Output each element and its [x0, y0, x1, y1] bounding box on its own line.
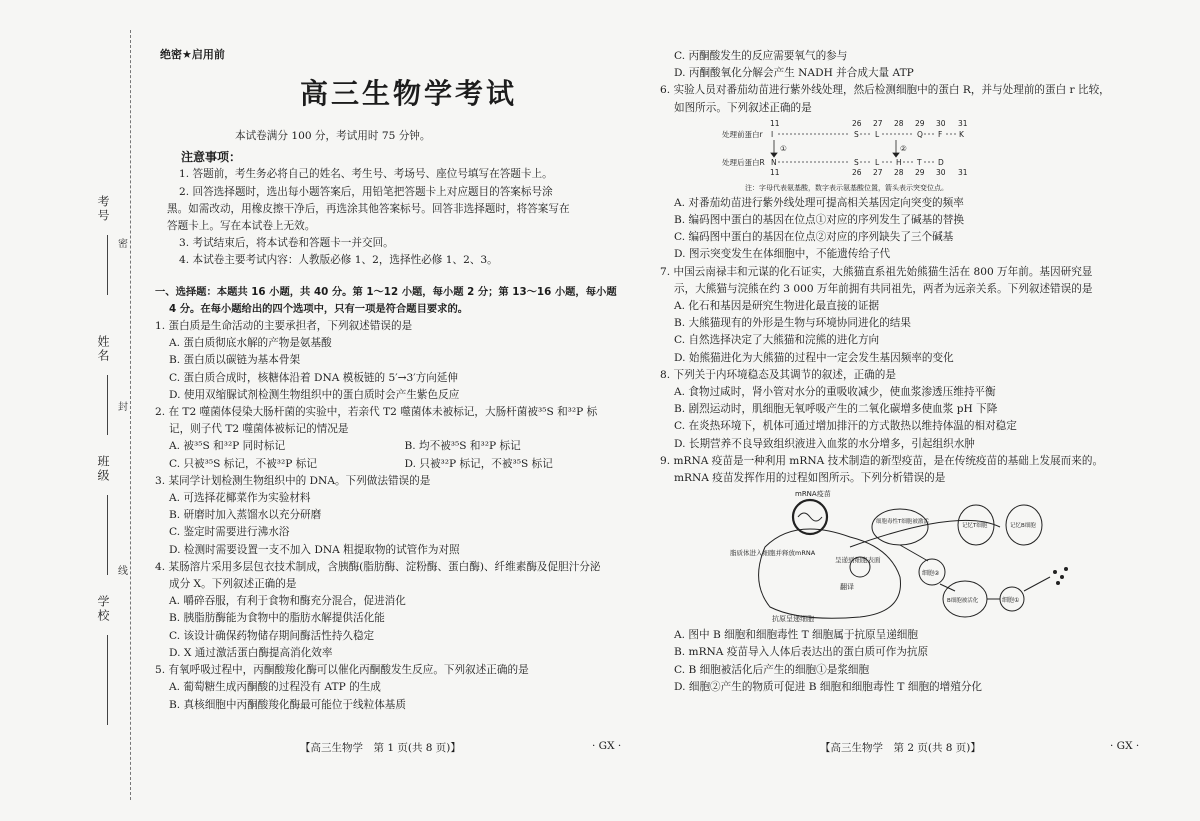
pathway-arrow [940, 584, 955, 591]
mutation-arrows [771, 140, 899, 157]
question-stem: 2. 在 T2 噬菌体侵染大肠杆菌的实验中，若亲代 T2 噬菌体未被标记，大肠杆菌被³⁵S 和³²P 标 [155, 406, 598, 419]
amino-acid-label: N [771, 157, 777, 167]
notice-line: 4. 本试卷主要考试内容：人教版必修 1、2，选择性必修 1、2、3。 [179, 254, 498, 267]
figure-pos-label: 11 [770, 167, 780, 177]
figure-pos-label: 29 [915, 167, 925, 177]
answer-option: B. 研磨时加入蒸馏水以充分研磨 [169, 509, 322, 522]
binding-line [107, 635, 108, 725]
question-stem: 6. 实验人员对番茄幼苗进行紫外线处理，然后检测细胞中的蛋白 R，并与处理前的蛋白 r 比较， [660, 84, 1110, 97]
notice-heading: 注意事项： [181, 150, 242, 165]
binding-label-id: 考号 [96, 195, 110, 223]
answer-option: A. 嚼碎吞服，有利于食物和酶充分混合，促进消化 [169, 595, 406, 608]
answer-option: B. 大熊猫现有的外形是生物与环境协同进化的结果 [674, 317, 911, 330]
binding-line [107, 375, 108, 435]
mutation-site-1: ① [780, 143, 787, 153]
antigen-presenting-cell [759, 529, 901, 618]
binding-line [107, 235, 108, 295]
figure-pos-label: 28 [894, 118, 904, 128]
amino-acid-label: S [854, 157, 859, 167]
amino-acid-label: Q [917, 129, 923, 139]
answer-option: D. 细胞②产生的物质可促进 B 细胞和细胞毒性 T 细胞的增殖分化 [674, 680, 983, 693]
amino-acid-label: L [875, 157, 880, 167]
answer-option: A. 化石和基因是研究生物进化最直接的证据 [674, 300, 880, 313]
seal-mark: 封 [118, 402, 128, 413]
section-heading: 4 分。在每小题给出的四个选项中，只有一项是符合题目要求的。 [169, 302, 469, 315]
question-stem: 如图所示。下列叙述正确的是 [674, 101, 812, 114]
amino-acid-label: F [938, 129, 943, 139]
answer-option: D. 长期营养不良导致组织液进入血浆的水分增多，引起组织水肿 [674, 437, 975, 450]
answer-option: A. 葡萄糖生成丙酮酸的过程没有 ATP 的生成 [169, 681, 381, 694]
figure-label: 细胞② [922, 570, 940, 578]
answer-option: C. 自然选择决定了大熊猫和浣熊的进化方向 [674, 334, 880, 347]
page-code: · GX · [1110, 740, 1140, 752]
figure-pos-label: 31 [958, 167, 968, 177]
pathway-arrow [900, 545, 928, 561]
question-stem: 7. 中国云南禄丰和元谋的化石证实，大熊猫直系祖先始熊猫生活在 800 万年前。基因研究显 [660, 265, 1093, 278]
mutation-site-2: ② [900, 143, 907, 153]
question-stem: 记，则子代 T2 噬菌体被标记的情况是 [169, 423, 349, 436]
figure-pos-label: 30 [936, 167, 946, 177]
amino-acid-label: I [771, 129, 774, 139]
binding-label-name: 姓名 [96, 335, 110, 363]
figure-pos-label: 30 [936, 118, 946, 128]
answer-option: B. 胰脂肪酶能为食物中的脂肪水解提供活化能 [169, 612, 385, 625]
question-stem: 5. 有氧呼吸过程中，丙酮酸羧化酶可以催化丙酮酸发生反应。下列叙述正确的是 [155, 664, 529, 677]
binding-margin [0, 0, 135, 821]
figure-label: 呈递到细胞表面 [835, 556, 881, 565]
figure-label: 脂质体进入细胞并释放mRNA [730, 549, 816, 558]
antibody-icons [1053, 567, 1068, 585]
notice-line: 3. 考试结束后，将本试卷和答题卡一并交回。 [179, 237, 394, 250]
answer-option: B. 真核细胞中丙酮酸羧化酶最可能位于线粒体基质 [169, 698, 406, 711]
figure-label: mRNA疫苗 [795, 490, 831, 499]
seal-mark: 线 [118, 566, 128, 577]
protein-mutation-figure [660, 117, 1150, 195]
answer-option: C. 该设计确保药物储存期间酶活性持久稳定 [169, 629, 375, 642]
answer-option: C. 丙酮酸发生的反应需要氧气的参与 [674, 50, 848, 62]
answer-option: C. B 细胞被活化后产生的细胞①是浆细胞 [674, 663, 870, 676]
figure-pos-label: 11 [770, 118, 780, 128]
question-stem: mRNA 疫苗发挥作用的过程如图所示。下列分析错误的是 [674, 472, 946, 485]
figure-row-label: 处理前蛋白r [722, 129, 763, 139]
answer-option: D. 只被³²P 标记，不被³⁵S 标记 [404, 457, 553, 470]
figure-note: 注：字母代表氨基酸，数字表示氨基酸位置，箭头表示突变位点。 [745, 183, 948, 192]
notice-line: 1. 答题前，考生务必将自己的姓名、考生号、考场号、座位号填写在答题卡上。 [179, 168, 553, 181]
answer-option: A. 可选择花椰菜作为实验材料 [169, 492, 311, 505]
figure-label: 抗原呈递细胞 [772, 615, 814, 624]
notice-line: 黑。如需改动，用橡皮擦干净后，再选涂其他答案标号。回答非选择题时，将答案写在 [167, 202, 570, 215]
notice-line: 2. 回答选择题时，选出每小题答案后，用铅笔把答题卡上对应题目的答案标号涂 [179, 185, 553, 198]
question-stem: 3. 某同学计划检测生物组织中的 DNA。下列做法错误的是 [155, 474, 431, 487]
answer-option: A. 食物过咸时，肾小管对水分的重吸收减少，使血浆渗透压维持平衡 [674, 386, 996, 399]
mrna-vaccine-figure [660, 487, 1150, 627]
right-column [660, 48, 1150, 696]
amino-acid-label: L [875, 129, 880, 139]
answer-option: D. 丙酮酸氧化分解会产生 NADH 并合成大量 ATP [674, 67, 914, 80]
figure-pos-label: 27 [873, 118, 883, 128]
amino-acid-label: D [938, 157, 944, 167]
mrna-strand-icon [798, 513, 822, 521]
answer-option: D. 使用双缩脲试剂检测生物组织中的蛋白质时会产生紫色反应 [169, 388, 460, 401]
answer-option: C. 在炎热环境下，机体可通过增加排汗的方式散热以维持体温的相对稳定 [674, 420, 1017, 433]
section-heading: 一、选择题：本题共 16 小题，共 40 分。第 1～12 小题，每小题 2 分；第 13～16 小题，每小题 [155, 285, 617, 298]
figure-pos-label: 26 [852, 167, 862, 177]
question-stem: 9. mRNA 疫苗是一种利用 mRNA 技术制造的新型疫苗，是在传统疫苗的基础上发展而来的。 [660, 454, 1104, 467]
amino-acid-label: T [917, 157, 922, 167]
answer-option: D. 图示突变发生在体细胞中，不能遗传给子代 [674, 248, 891, 261]
exam-title: 高三生物学考试 [300, 77, 518, 110]
answer-option-row [155, 456, 640, 473]
confidential-tag: 绝密★启用前 [160, 48, 225, 61]
answer-option-row [155, 438, 640, 455]
amino-acid-label: K [959, 129, 964, 139]
answer-option: B. 编码图中蛋白的基因在位点①对应的序列发生了碱基的替换 [674, 214, 964, 227]
binding-label-school: 学校 [96, 595, 110, 623]
notice-line: 答题卡上。写在本试卷上无效。 [167, 220, 316, 233]
figure-label: 记忆B细胞 [1010, 523, 1036, 530]
binding-line [107, 495, 108, 575]
figure-row-label: 处理后蛋白R [722, 157, 765, 167]
sequence-lines [778, 134, 957, 162]
answer-option: C. 鉴定时需要进行沸水浴 [169, 526, 290, 539]
figure-pos-label: 28 [894, 167, 904, 177]
question-stem: 1. 蛋白质是生命活动的主要承担者，下列叙述错误的是 [155, 320, 413, 333]
answer-option: D. 检测时需要设置一支不加入 DNA 粗提取物的试管作为对照 [169, 543, 460, 556]
answer-option: B. 剧烈运动时，肌细胞无氧呼吸产生的二氧化碳增多使血浆 pH 下降 [674, 403, 998, 416]
figure-label: 细胞① [1002, 597, 1020, 605]
binding-label-class: 班级 [96, 455, 110, 483]
pathway-arrow [1024, 577, 1050, 591]
figure-label: 记忆T细胞 [962, 523, 988, 530]
answer-option: D. X 通过激活蛋白酶提高消化效率 [169, 646, 333, 659]
question-stem: 示，大熊猫与浣熊在约 3 000 万年前拥有共同祖先，两者为远亲关系。下列叙述错误的是 [674, 282, 1093, 295]
figure-label: 翻译 [840, 583, 854, 592]
figure-pos-label: 26 [852, 118, 862, 128]
answer-option: B. mRNA 疫苗导入人体后表达出的蛋白质可作为抗原 [674, 646, 929, 659]
figure-pos-label: 31 [958, 118, 968, 128]
answer-option: B. 均不被³⁵S 和³²P 标记 [404, 440, 521, 453]
question-stem: 成分 X。下列叙述正确的是 [169, 578, 297, 591]
answer-option: C. 蛋白质合成时，核糖体沿着 DNA 模板链的 5′→3′方向延伸 [169, 371, 459, 384]
amino-acid-label: S [854, 129, 859, 139]
exam-intro: 本试卷满分 100 分，考试用时 75 分钟。 [235, 130, 431, 142]
answer-option: A. 蛋白质彻底水解的产物是氨基酸 [169, 337, 332, 350]
answer-option: B. 蛋白质以碳链为基本骨架 [169, 354, 301, 367]
page-code: · GX · [592, 740, 622, 752]
answer-option: A. 图中 B 细胞和细胞毒性 T 细胞属于抗原呈递细胞 [674, 629, 918, 642]
left-column [155, 128, 640, 714]
figure-pos-label: 27 [873, 167, 883, 177]
answer-option: D. 始熊猫进化为大熊猫的过程中一定会发生基因频率的变化 [674, 351, 954, 364]
binding-dashed-line [130, 30, 131, 800]
seal-mark: 密 [118, 239, 128, 250]
page-footer: 【高三生物学 第 2 页(共 8 页)】 [820, 742, 981, 754]
helper-cell [872, 509, 928, 545]
answer-option: A. 对番茄幼苗进行紫外线处理可提高相关基因定向突变的频率 [674, 196, 964, 209]
figure-label: B细胞被活化 [947, 598, 979, 605]
figure-pos-label: 29 [915, 118, 925, 128]
answer-option: C. 只被³⁵S 标记，不被³²P 标记 [169, 457, 317, 470]
question-stem: 8. 下列关于内环境稳态及其调节的叙述，正确的是 [660, 368, 896, 381]
answer-option: A. 被³⁵S 和³²P 同时标记 [169, 440, 286, 453]
amino-acid-label: H [896, 157, 902, 167]
answer-option: C. 编码图中蛋白的基因在位点②对应的序列缺失了三个碱基 [674, 231, 954, 244]
figure-label: 细胞毒性T细胞被激活 [876, 519, 929, 526]
question-stem: 4. 某肠溶片采用多层包衣技术制成，含胰酶(脂肪酶、淀粉酶、蛋白酶)、纤维素酶及促胆汁分泌 [155, 560, 601, 573]
page-footer: 【高三生物学 第 1 页(共 8 页)】 [300, 742, 461, 754]
